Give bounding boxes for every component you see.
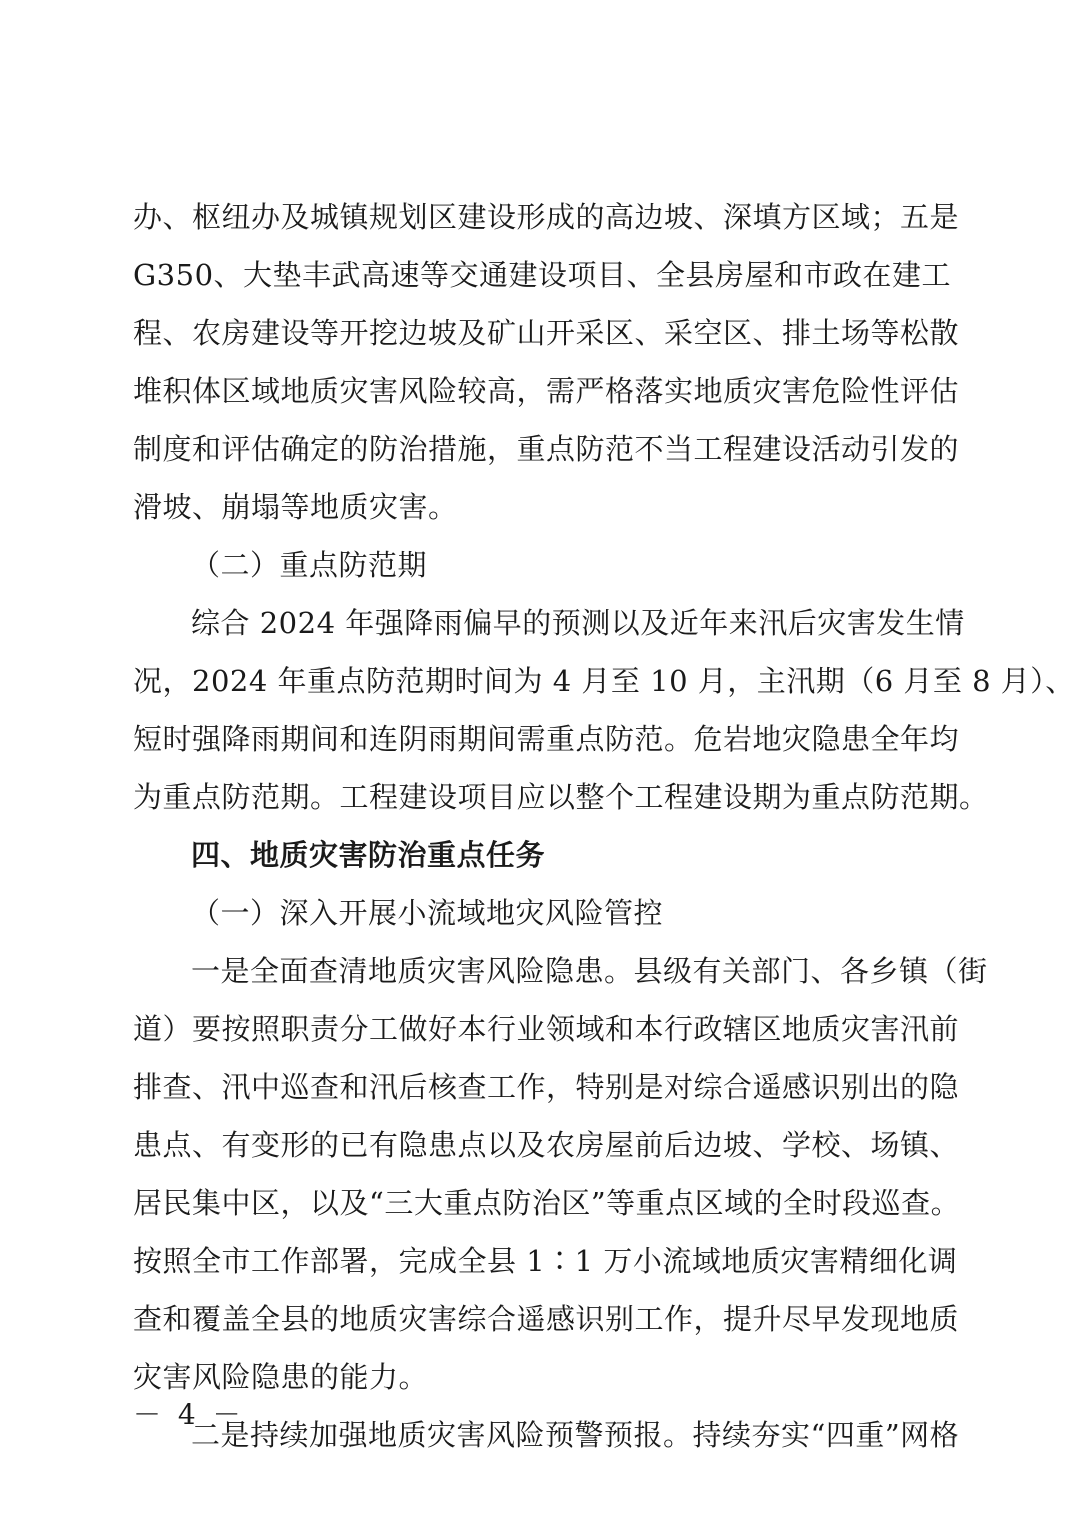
text-line: 制度和评估确定的防治措施，重点防范不当工程建设活动引发的 [133, 432, 960, 466]
section-subheading: （一）深入开展小流域地灾风险管控 [191, 896, 664, 930]
section-heading: 四、地质灾害防治重点任务 [191, 838, 546, 872]
section-subheading: （二）重点防范期 [191, 548, 428, 582]
text-line: 查和覆盖全县的地质灾害综合遥感识别工作，提升尽早发现地质 [133, 1302, 960, 1336]
text-line: 滑坡、崩塌等地质灾害。 [133, 490, 458, 524]
text-line: 综合 2024 年强降雨偏早的预测以及近年来汛后灾害发生情 [191, 606, 965, 640]
text-line: G350、大垫丰武高速等交通建设项目、全县房屋和市政在建工 [133, 258, 952, 292]
text-line: 为重点防范期。工程建设项目应以整个工程建设期为重点防范期。 [133, 780, 989, 814]
text-line: 办、枢纽办及城镇规划区建设形成的高边坡、深填方区域；五是 [133, 200, 960, 234]
text-line: 况，2024 年重点防范期时间为 4 月至 10 月，主汛期（6 月至 8 月）、 [133, 664, 1075, 698]
text-line: 一是全面查清地质灾害风险隐患。县级有关部门、各乡镇（街 [191, 954, 988, 988]
text-line: 按照全市工作部署，完成全县 1∶1 万小流域地质灾害精细化调 [133, 1244, 958, 1278]
text-line: 二是持续加强地质灾害风险预警预报。持续夯实“四重”网格 [191, 1418, 960, 1452]
text-line: 灾害风险隐患的能力。 [133, 1360, 429, 1394]
page-number: － 4 － [133, 1398, 245, 1431]
text-line: 居民集中区，以及“三大重点防治区”等重点区域的全时段巡查。 [133, 1186, 961, 1220]
text-line: 短时强降雨期间和连阴雨期间需重点防范。危岩地灾隐患全年均 [133, 722, 960, 756]
text-line: 排查、汛中巡查和汛后核查工作，特别是对综合遥感识别出的隐 [133, 1070, 960, 1104]
text-line: 患点、有变形的已有隐患点以及农房屋前后边坡、学校、场镇、 [133, 1128, 960, 1162]
body-text [133, 188, 1075, 1464]
text-line: 道）要按照职责分工做好本行业领域和本行政辖区地质灾害汛前 [133, 1012, 960, 1046]
text-line: 堆积体区域地质灾害风险较高，需严格落实地质灾害危险性评估 [133, 374, 960, 408]
text-line: 程、农房建设等开挖边坡及矿山开采区、采空区、排土场等松散 [133, 316, 960, 350]
